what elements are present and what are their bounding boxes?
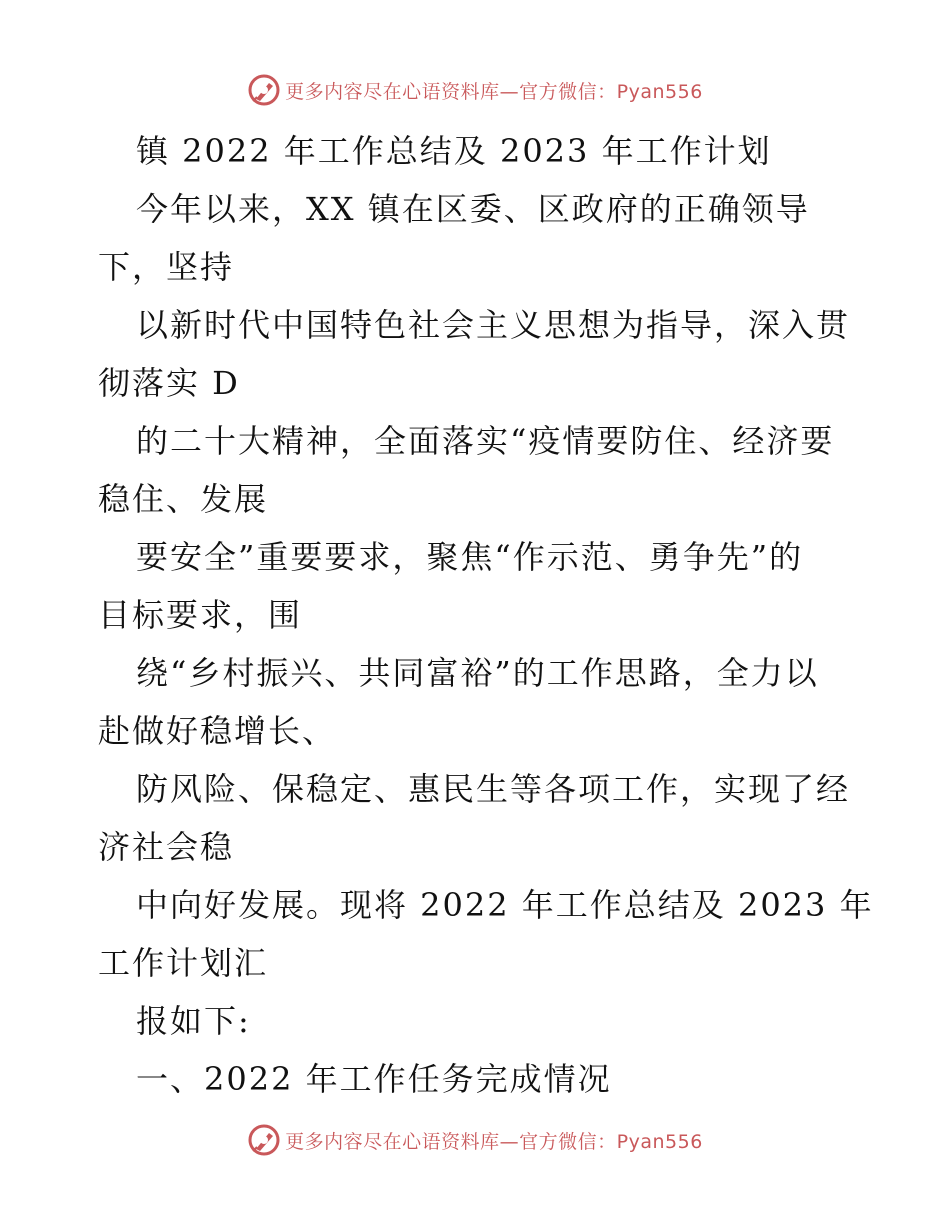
paragraph-line: 济社会稳 [98, 828, 235, 866]
watermark-group [247, 73, 703, 107]
document-body [98, 122, 874, 1108]
paragraph-line: 工作计划汇 [98, 944, 269, 982]
paragraph-line: 稳住、发展 [98, 480, 269, 518]
paragraph-line: 目标要求，围 [98, 596, 303, 634]
watermark-text: 更多内容尽在心语资料库—官方微信：Pyan556 [285, 1130, 703, 1153]
pen-logo-icon [247, 1123, 281, 1157]
paragraph-line: 防风险、保稳定、惠民生等各项工作，实现了经 [136, 770, 851, 808]
paragraph-line: 要安全”重要要求，聚焦“作示范、勇争先”的 [136, 538, 804, 576]
section-heading: 一、2022 年工作任务完成情况 [136, 1060, 612, 1098]
paragraph-line: 中向好发展。现将 2022 年工作总结及 2023 年 [136, 886, 874, 924]
watermark-group [247, 1123, 703, 1157]
paragraph-line: 今年以来，XX 镇在区委、区政府的正确领导 [136, 190, 810, 228]
paragraph-line: 报如下: [136, 1002, 251, 1040]
paragraph-line: 彻落实 D [98, 364, 240, 402]
pen-logo-icon [247, 73, 281, 107]
watermark-text: 更多内容尽在心语资料库—官方微信：Pyan556 [285, 80, 703, 103]
document-title: 镇 2022 年工作总结及 2023 年工作计划 [136, 132, 772, 170]
paragraph-line: 的二十大精神，全面落实“疫情要防住、经济要 [136, 422, 835, 460]
paragraph-line: 赴做好稳增长、 [98, 712, 337, 750]
footer-watermark [0, 1120, 950, 1160]
paragraph-line: 绕“乡村振兴、共同富裕”的工作思路，全力以 [136, 654, 819, 692]
header-watermark [0, 70, 950, 110]
paragraph-line: 下，坚持 [98, 248, 235, 286]
paragraph-line: 以新时代中国特色社会主义思想为指导，深入贯 [136, 306, 851, 344]
